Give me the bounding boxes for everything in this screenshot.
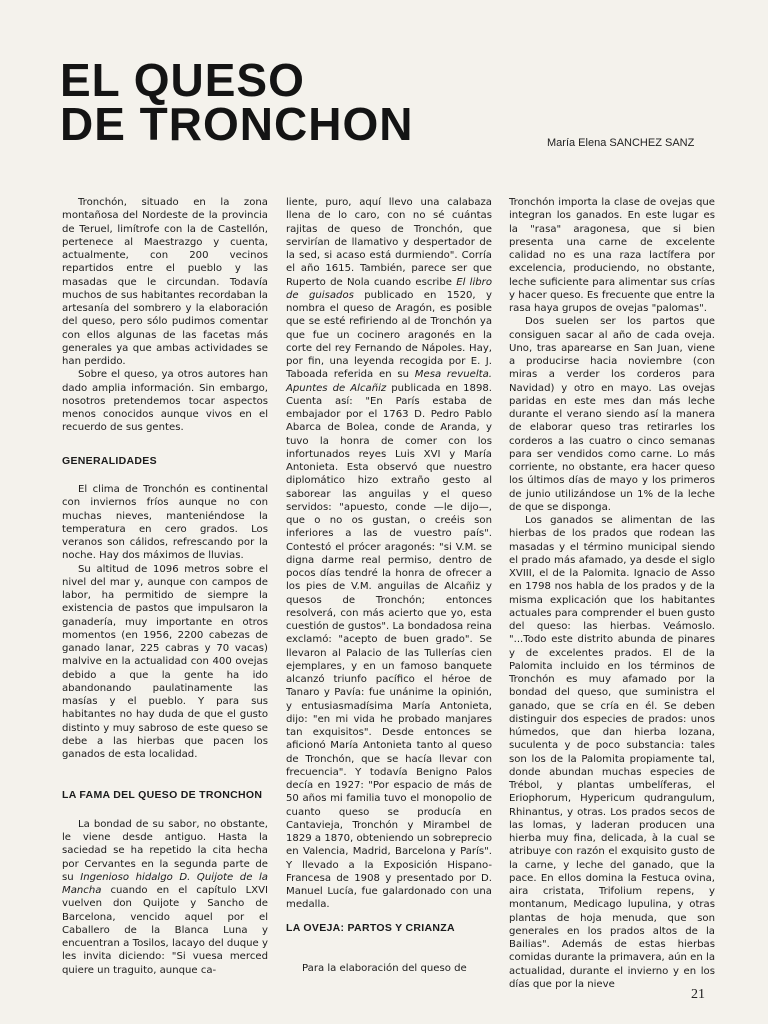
paragraph: El clima de Tronchón es continental con inviernos fríos aunque no con muchas nieves, manteniéndose la temperatura en cero grados. Los veranos son cálidos, refrescando por la noche. Hay dos máximos de lluvias. [62,484,268,562]
article-title [60,54,414,150]
section-heading-fama: LA FAMA DEL QUESO DE TRONCHON [62,789,263,802]
paragraph: Tronchón, situado en la zona montañosa del Nordeste de la provincia de Teruel, limítrofe con la de Castellón, pertenece al Maestrazgo y cuenta, actualmente, con 200 vecinos repartidos entre el pueblo y las masadas que le circundan. Todavía muchos de sus habitantes recordaban la artesanía del sombrero y la elaboración del queso, pero sólo pudimos comentar con ellos algunas de las facetas más generales ya que ambas actividades se han perdido. [62,197,268,367]
title-line-2: DE TRONCHON [60,98,414,150]
book-title: Ingenioso hidalgo D. Quijote de la Mancha [62,871,268,896]
book-title: Mesa revuelta. Apuntes de Alcañiz [286,369,492,394]
paragraph [62,818,268,977]
column-3 [509,196,715,991]
paragraph: Su altitud de 1096 metros sobre el nivel del mar y, aunque con campos de labor, ha permitido de siempre la existencia de pastos que impulsaron la ganadería, muy importante en otros momentos (en 1956, 2200 cabezas de ganado lanar, 225 cabras y 70 vacas) malvive en la actualidad con 400 ovejas debido a que la gente ha ido abandonando paulatinamente las masías y el pueblo. Y para sus habitantes no hay duda de que el gusto distinto y muy sabroso de este queso se debe a las hierbas que pacen los ganados de esta localidad. [62,563,268,760]
paragraph: Sobre el queso, ya otros autores han dado amplia información. Sin embargo, nosotros pretendemos tocar aspectos menos conocidos aunque vivos en el recuerdo de sus gentes. [62,369,268,434]
text-run: cuando en el capítulo LXVI vuelven don Quijote y Sancho de Barcelona, vencido aquel por el Caballero de la Blanca Luna y encuentran a Tosilos, lacayo del duque y les invita diciendo: "Si vuesa merced quiere un traguito, aunque ca- [62,885,268,976]
section-heading-generalidades: GENERALIDADES [62,454,157,467]
book-title: El libro de guisados [286,276,493,301]
paragraph: Para la elaboración del queso de [302,963,467,974]
paragraph: Tronchón importa la clase de ovejas que integran los ganados. En este lugar es la "rasa" aragonesa, que si bien presenta una carne de excelente calidad no es una raza lactífera por excelencia, produciendo, no obstante, leche suficiente para alimentar sus crías y hacer queso. Es frecuente que entre la rasa haya grupos de ovejas "palomas". [509,197,715,314]
text-run: publicado en 1520, y nombra el queso de Aragón, es posible que se esté refiriendo al de Tronchón ya que fue un cocinero aragonés en la corte del rey Fernando de Nápoles. Hay, por fin, una leyenda recogida por E. J. Taboada referida en su [286,289,492,381]
paragraph: Dos suelen ser los partos que consiguen sacar al año de cada oveja. Uno, tras aparearse en San Juan, viene a producirse hacia noviembre (con miras a verder los corderos para Navidad) y otro en mayo. Las ovejas paridas en este mes dan más leche durante el verano siendo así la manera de elaborar queso tras retirarles los corderos a las cuatro o cinco semanas para ser vendidos como carne. Lo más corriente, no obstante, era hacer queso los últimos días de mayo y los primeros de junio utilizándose un 1% de la leche de que se disponga. [509,316,715,513]
paragraph [286,196,492,912]
title-line-1: EL QUESO [60,54,305,106]
paragraph: Los ganados se alimentan de las hierbas de los prados que rodean las masadas y el término municipal siendo el prado más afamado, ya desde el siglo XVIII, el de la Palomita. Ignacio de Asso en 1798 nos habla de los prados y de la misma explicación que los habitantes actuales para comprender el buen gusto del queso: las hierbas. Veámoslo. "...Todo este distrito abunda de pinares y de excelentes prados. El de la Palomita incluido en los términos de Tronchón es muy afamado por la bondad del queso, que suministra el ganado, que se cría en él. Se deben distinguir dos especies de prados: unos húmedos, que dan hierba lozana, suculenta y de poco substancia: tales son los de la Palomita propiamente tal, donde abundan muchas especies de Trébol, y plantas umbelíferas, el Eriophorum, Hypericum qudrangulum, Rhinantus, y otras. Los prados secos de las lomas, y laderan producen una hierba muy fina, delicada, à la cual se atribuye con razón el exquisito gusto de la carne, y leche del ganado, que la pace. En ellos domina la Festuca ovina, aira cristata, Trifolium repens, y montanum, Medicago lupulina, y otras plantas de hoja menuda, que son generales en los prados altos de la Bailias". Además de estas hierbas comidas durante la primavera, aún en la actualidad, durante el invierno y en los días que por la nieve [509,515,715,990]
column-2 [286,196,492,912]
author-byline: María Elena SANCHEZ SANZ [547,137,695,149]
section-heading-oveja: LA OVEJA: PARTOS Y CRIANZA [286,922,455,934]
column-1 [62,196,268,977]
page-number: 21 [691,987,705,1002]
text-run: publicada en 1898. Cuenta así: "En París estaba de embajador por el 1763 D. Pedro Pablo Abarca de Bolea, conde de Aranda, y tuvo la honra de comer con los infortunados reyes Luis XVI y María Antonieta. Esta observó que nuestro diplomático hizo extraño gesto al saborear las anguilas y el queso servidos: "apuesto, conde —le dijo—, que o no os gustan, o creéis son inferiores a las de vuestro país". Contestó el prócer aragonés: "si V.M. se digna darme real permiso, dentro de pocos días tendré la honra de ofrecer a los pies de V.M. anguilas de Alcañiz y quesos de Tronchón; entonces resolverá, con más acierto que yo, esta cuestión de gustos". La bondadosa reina exclamó: "acepto de buen grado". Se llevaron al Palacio de las Tullerías cien ejemplares, y en un famoso banquete alcanzó triunfo pacífico el héroe de Tanaro y Pavía: fue unánime la opinión, y entusiasmadísima María Antonieta, dijo: "en mi vida he probado manjares tan exquisitos". Desde entonces se aficionó María Antonieta tanto al queso de Tronchón, que se hacía llevar con frecuencia". Y todavía Benigno Palos decía en 1927: "Por espacio de más de 50 años mi familia tuvo el monopolio de cuanto queso se producía en Cantavieja, Tronchón y Mirambel de 1829 a 1870, obteniendo un sobreprecio en Valencia, Madrid, Barcelona y París". Y llevado a la Exposición Hispano-Francesa de 1908 y presentado por D. Manuel Lucía, fue galardonado con una medalla. [286,382,493,911]
text-run: La bondad de su sabor, no obstante, le viene desde antiguo. Hasta la saciedad se ha repetido la cita hecha por Cervantes en la segunda parte de su [62,818,268,883]
text-run: liente, puro, aquí llevo una calabaza llena de lo caro, con no sé cuántas rajitas de queso de Tronchón, que servirían de llamativo y despertador de la sed, si acaso está durmiendo". Corría el año 1615. También, parece ser que Ruperto de Nola cuando escribe [286,197,492,288]
column-2-bottom [286,962,492,975]
